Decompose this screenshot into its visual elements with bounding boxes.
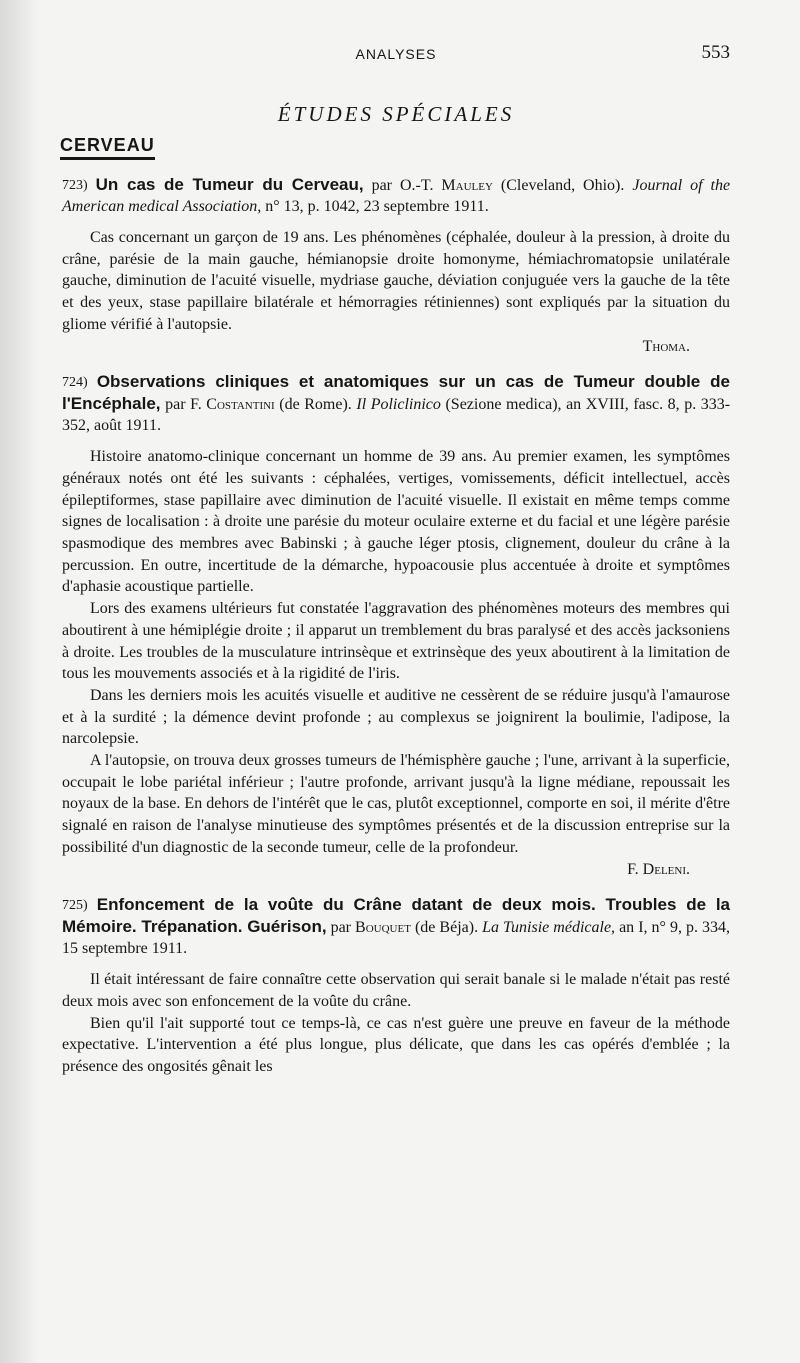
article-724 [62, 371, 730, 880]
article-body [62, 227, 730, 357]
author-prefix: par [330, 919, 352, 937]
author-prefix: par O.-T. [371, 177, 434, 194]
author-name: Bouquet [355, 919, 411, 937]
author-place: (Cleveland, Ohio). [500, 177, 625, 194]
author-place: (de Rome). [279, 396, 352, 414]
article-reference [62, 371, 730, 436]
author-name: Mauley [441, 177, 493, 194]
section-title: ÉTUDES SPÉCIALES [277, 102, 515, 126]
article-number: 725) [62, 898, 88, 914]
paragraph: Histoire anatomo-clinique concernant un homme de 39 ans. Au premier examen, les symptômes généraux notés ont été les suivants : céphalées, vertiges, vomissements, déficit intellectuel, accès épileptiformes, stase papillaire avec diminution de l'acuité visuelle. Il existait en même temps comme signes de localisation : à droite une parésie du moteur oculaire externe et du facial et une légère parésie spasmodique des membres avec Babinski ; à gauche léger ptosis, clignement, douleur du crâne à la percussion. En outre, incertitude de la démarche, hypoacousie plus accentuée à droite et symptômes d'aphasie acoustique partielle. [62, 448, 730, 596]
article-reference [62, 894, 730, 959]
article-number: 723) [62, 178, 88, 193]
page-number: 553 [701, 42, 730, 63]
signature: F. Deleni. [627, 860, 690, 878]
running-title: ANALYSES [355, 46, 437, 62]
article-body [62, 969, 730, 1078]
paragraph: Cas concernant un garçon de 19 ans. Les phénomènes (céphalée, douleur à la pression, à droite du crâne, parésie de la main gauche, hémianopsie droite homonyme, hémiachromatopsie unilatérale gauche, diminution de l'acuité visuelle, mydriase gauche, déviation conjuguée vers la gauche de la tête et des yeux, stase papillaire bilatérale et hémorragies rétiniennes) sont expliqués par la situation du gliome vérifié à l'autopsie. [62, 229, 730, 333]
article-reference [62, 174, 730, 217]
journal-name: Il Policlinico [356, 396, 441, 414]
author-prefix: par F. [165, 396, 202, 414]
article-number: 724) [62, 375, 88, 391]
paragraph: Bien qu'il l'ait supporté tout ce temps-là, ce cas n'est guère une preuve en faveur de la méthode expectative. L'intervention a été plus longue, plus délicate, que dans les cas opérés d'emblée ; la présence des ongosités gênait les [62, 1014, 730, 1076]
journal-name: Journal of the American medical Association, [62, 177, 731, 215]
author-name: Costantini [206, 396, 275, 414]
article-title: Un cas de Tumeur du Cerveau, [95, 175, 364, 194]
rubric-heading: CERVEAU [60, 135, 155, 160]
author-place: (de Béja). [414, 919, 479, 937]
article-title: Enfoncement de la voûte du Crâne datant de deux mois. Troubles de la Mémoire. Trépanation. Guérison, [62, 895, 731, 937]
paragraph: A l'autopsie, on trouva deux grosses tumeurs de l'hémisphère gauche ; l'une, arrivant à la superficie, occupait le lobe pariétal inférieur ; l'autre profonde, arrivant jusqu'à la ligne médiane, repoussait les noyaux de la base. En dehors de l'intérêt que le cas, plutôt exceptionnel, comporte en soi, il mérite d'être signalé en raison de l'analyse minutieuse des symptômes présentés et de la discussion entreprise sur la possibilité d'un diagnostic de la seconde tumeur, celle de la profondeur. [62, 752, 730, 856]
signature: Thoma. [642, 337, 690, 355]
paragraph: Il était intéressant de faire connaître cette observation qui serait banale si le malade n'était pas resté deux mois avec son enfoncement de la voûte du crâne. [62, 971, 730, 1010]
paragraph: Dans les derniers mois les acuités visuelle et auditive ne cessèrent de se réduire jusqu'à l'amaurose et à la surdité ; la démence devint profonde ; au complexus se joignirent la boulimie, l'adipose, la narcolepsie. [62, 686, 730, 748]
paragraph: Lors des examens ultérieurs fut constatée l'aggravation des phénomènes moteurs des membres qui aboutirent à une hémiplégie droite ; il apparut un tremblement du bras paralysé et des accès jacksoniens à droite. Les troubles de la musculature intrinsèque et extrinsèque des yeux aboutirent à la limitation de tous les mouvements associés et à la rigidité de l'iris. [62, 600, 730, 683]
citation: n° 13, p. 1042, 23 septembre 1911. [265, 198, 489, 215]
article-723 [62, 174, 730, 357]
article-body [62, 446, 730, 880]
running-header [62, 40, 730, 72]
article-title: Observations cliniques et anatomiques sur un cas de Tumeur double de l'Encéphale, [62, 372, 730, 414]
citation: (Sezione medica), an XVIII, fasc. 8, p. 333-352, août 1911. [62, 396, 731, 435]
citation: an I, n° 9, p. 334, 15 septembre 1911. [62, 919, 731, 958]
journal-name: La Tunisie médicale, [482, 919, 616, 937]
article-725 [62, 894, 730, 1078]
